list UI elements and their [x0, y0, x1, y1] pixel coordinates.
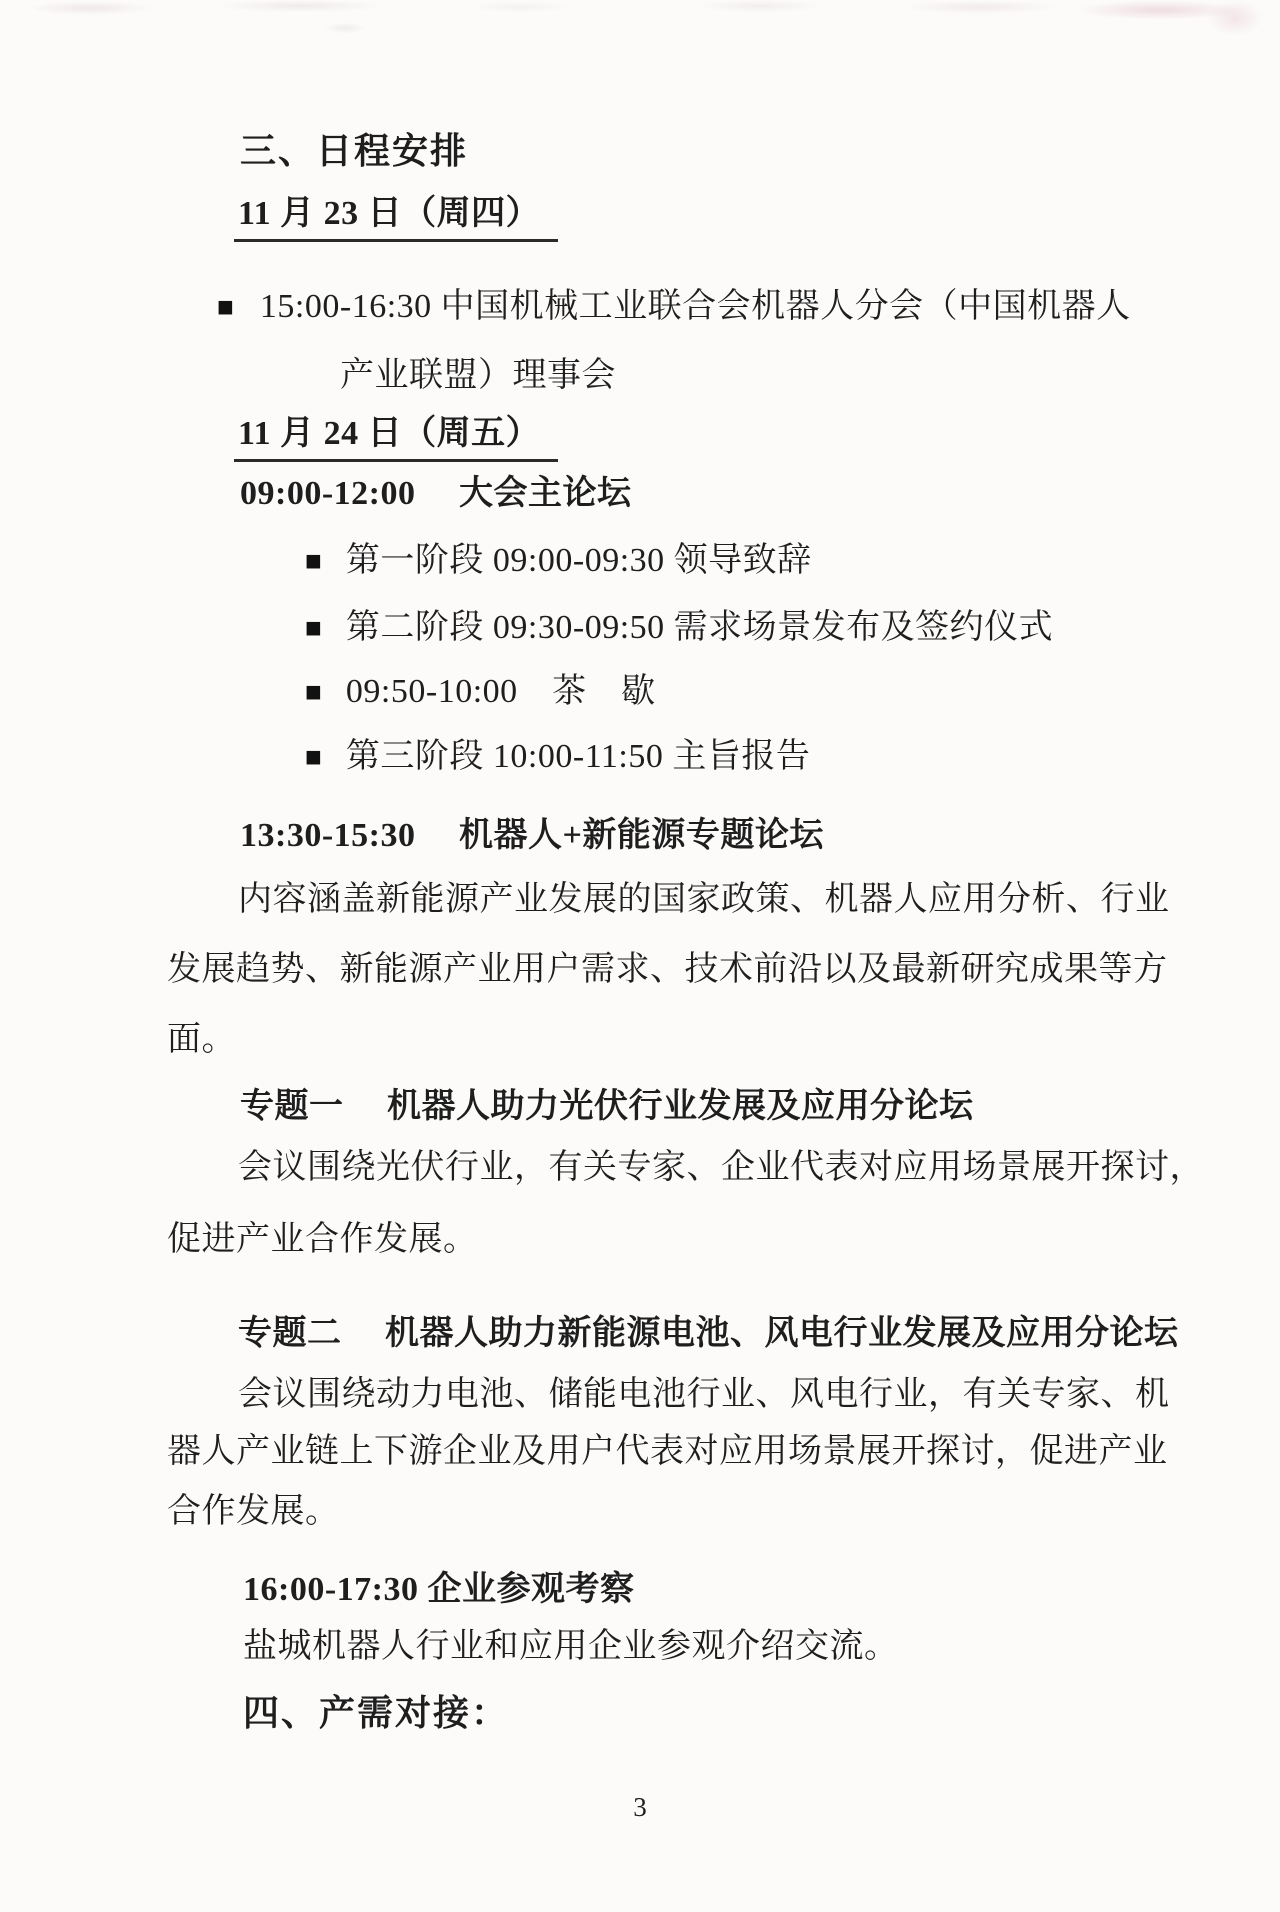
agenda-event-council	[217, 287, 1131, 328]
bullet-square-icon: ■	[217, 292, 234, 323]
energy-forum-desc-line: 内容涵盖新能源产业发展的国家政策、机器人应用分析、行业	[238, 881, 1170, 918]
section-heading-matchmaking: 四、产需对接：	[243, 1693, 510, 1733]
topic1-desc-line: 促进产业合作发展。	[167, 1221, 478, 1258]
date-heading-nov24	[238, 414, 558, 455]
section-heading-schedule: 三、日程安排	[240, 131, 469, 171]
agenda-event-council-line1: 15:00-16:30 中国机械工业联合会机器人分会（中国机器人	[259, 288, 1131, 325]
topic2-desc-line: 合作发展。	[167, 1493, 340, 1530]
page-number: 3	[633, 1792, 647, 1822]
date-heading-nov23	[238, 194, 558, 235]
visit-title: 16:00-17:30 企业参观考察	[243, 1571, 635, 1608]
bullet-square-icon: ■	[305, 546, 322, 577]
date-heading-nov24-text: 11 月 24 日（周五）	[234, 415, 558, 462]
main-forum-item-text: 第二阶段 09:30-09:50 需求场景发布及签约仪式	[345, 609, 1054, 646]
bullet-square-icon: ■	[305, 677, 322, 708]
visit-desc: 盐城机器人行业和应用企业参观介绍交流。	[243, 1628, 899, 1665]
agenda-event-council-line2: 产业联盟）理事会	[340, 357, 616, 394]
main-forum-item-text: 第一阶段 09:00-09:30 领导致辞	[345, 542, 812, 579]
topic1-title: 专题一 机器人助力光伏行业发展及应用分论坛	[240, 1088, 974, 1125]
topic2-desc-line: 器人产业链上下游企业及用户代表对应用场景展开探讨，促进产业	[167, 1433, 1168, 1470]
topic1-desc-line: 会议围绕光伏行业，有关专家、企业代表对应用场景展开探讨，	[238, 1149, 1204, 1186]
energy-forum-title: 13:30-15:30 机器人+新能源专题论坛	[240, 817, 824, 854]
main-forum-title: 09:00-12:00 大会主论坛	[240, 475, 632, 512]
topic2-desc-line: 会议围绕动力电池、储能电池行业、风电行业，有关专家、机	[238, 1376, 1170, 1413]
energy-forum-desc-line: 面。	[167, 1021, 236, 1058]
scan-artifact-top	[0, 0, 1280, 40]
main-forum-item	[305, 608, 1053, 649]
topic2-title: 专题二 机器人助力新能源电池、风电行业发展及应用分论坛	[238, 1315, 1179, 1352]
bullet-square-icon: ■	[305, 742, 322, 773]
main-forum-item	[305, 737, 810, 778]
main-forum-item-text: 09:50-10:00 茶 歇	[345, 673, 656, 710]
main-forum-item	[305, 672, 656, 713]
main-forum-item	[305, 541, 812, 582]
energy-forum-desc-line: 发展趋势、新能源产业用户需求、技术前沿以及最新研究成果等方	[167, 951, 1168, 988]
date-heading-nov23-text: 11 月 23 日（周四）	[234, 195, 558, 242]
main-forum-item-text: 第三阶段 10:00-11:50 主旨报告	[345, 738, 811, 775]
bullet-square-icon: ■	[305, 613, 322, 644]
